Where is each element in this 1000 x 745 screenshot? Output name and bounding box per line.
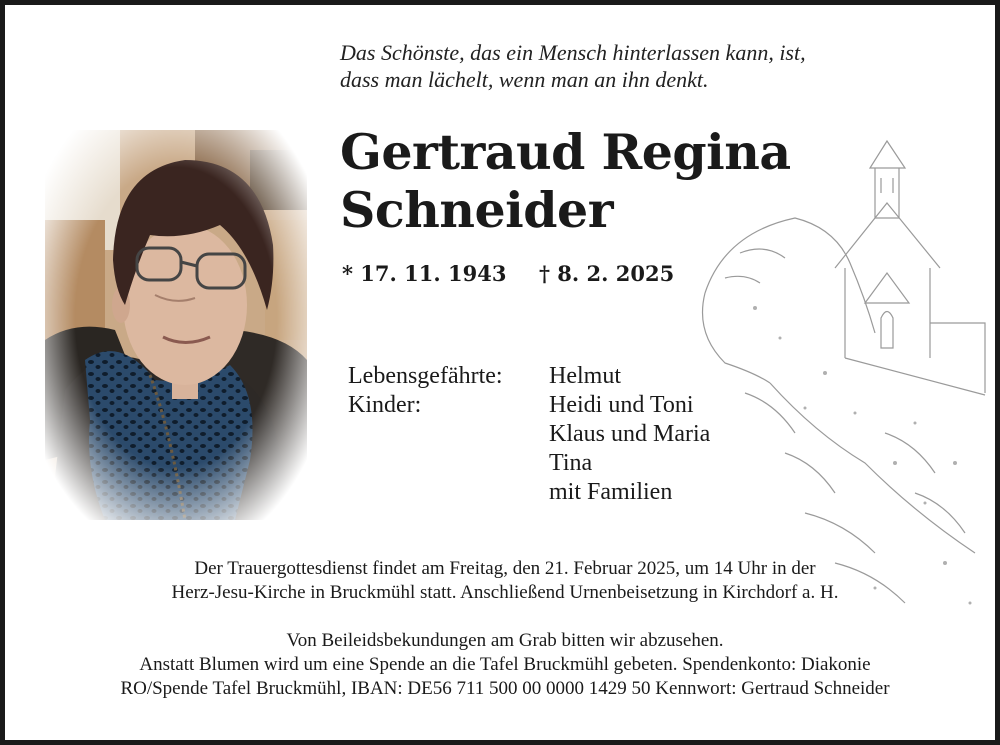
- death-date: † 8. 2. 2025: [539, 261, 675, 286]
- portrait-photo: [45, 130, 307, 520]
- notice-line-3: RO/Spende Tafel Bruckmühl, IBAN: DE56 711 500 00 0000 1429 50 Kennwort: Gertraud Schneider: [120, 678, 890, 699]
- birth-date: * 17. 11. 1943: [342, 261, 507, 286]
- family-names: Helmut: [549, 363, 621, 389]
- service-line-1: Der Trauergottesdienst findet am Freitag, den 21. Februar 2025, um 14 Uhr in der: [194, 558, 816, 579]
- quote-line-2: dass man lächelt, wenn man an ihn denkt.: [340, 67, 709, 92]
- service-line-2: Herz-Jesu-Kirche in Bruckmühl statt. Anschließend Urnenbeisetzung in Kirchdorf a. H.: [171, 582, 839, 603]
- notice-line-2: Anstatt Blumen wird um eine Spende an die Tafel Bruckmühl gebeten. Spendenkonto: Diakonie: [139, 654, 871, 675]
- family-names: mit Familien: [549, 479, 673, 505]
- family-names: Heidi und Toni: [549, 392, 694, 418]
- donation-notice: [15, 629, 995, 701]
- family-role: Kinder:: [348, 392, 422, 418]
- quote-line-1: Das Schönste, das ein Mensch hinterlassen kann, ist,: [340, 40, 806, 65]
- family-role: Lebensgefährte:: [348, 363, 503, 389]
- funeral-service-info: [15, 557, 995, 605]
- family-names: Klaus und Maria: [549, 421, 711, 447]
- family-names: Tina: [549, 450, 593, 476]
- portrait-photo-drawing: [45, 130, 307, 520]
- notice-line-1: Von Beileidsbekundungen am Grab bitten wir abzusehen.: [286, 630, 724, 651]
- name-line-1: Gertraud Regina: [340, 123, 791, 181]
- name-line-2: Schneider: [340, 181, 614, 239]
- memorial-quote: [340, 39, 960, 93]
